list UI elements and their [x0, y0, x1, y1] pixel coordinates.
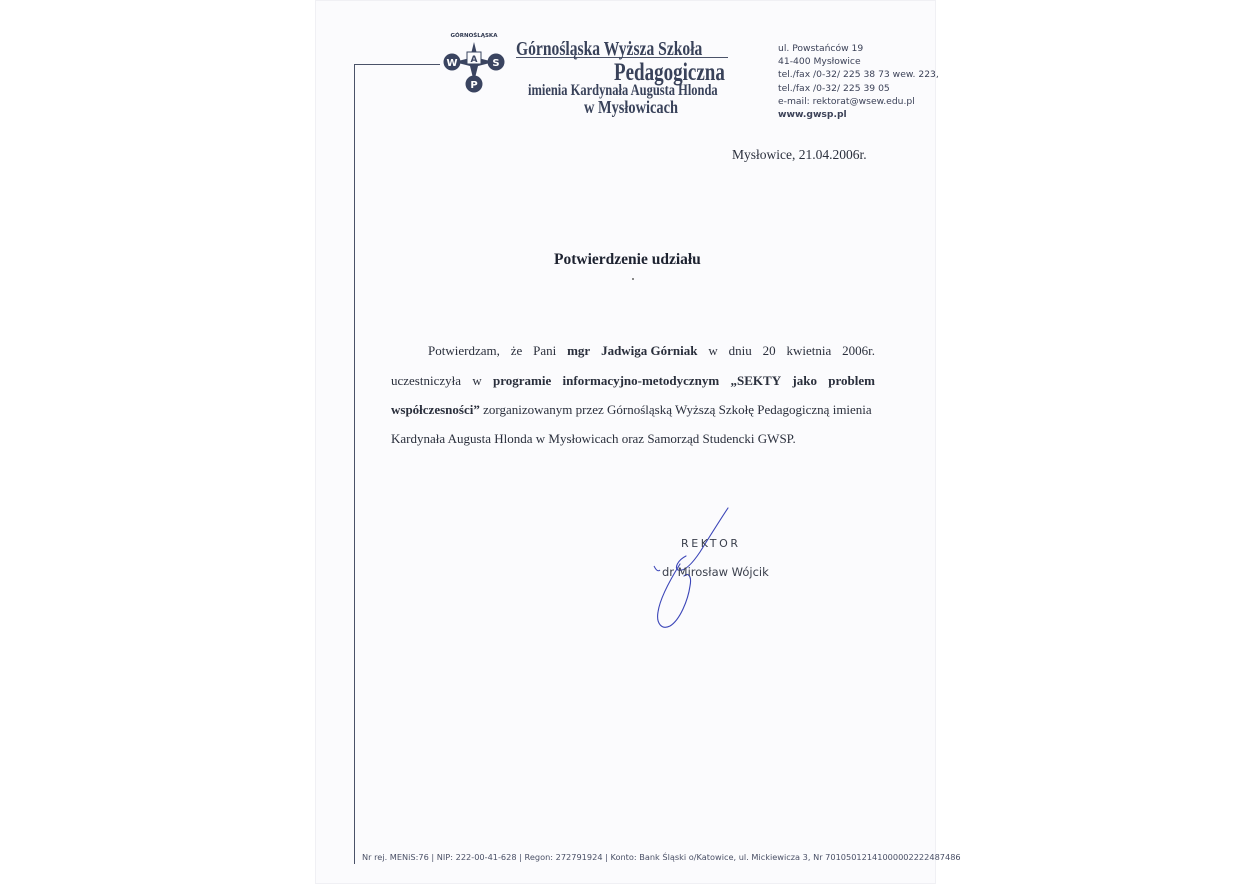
logo-letter-p: P — [470, 80, 478, 91]
signatory-name: dr Mirosław Wójcik — [662, 565, 769, 579]
body-text: zorganizowanym przez Górnośląską Wyższą Szkołę Pedagogiczną imienia — [479, 402, 872, 417]
contact-street: ul. Powstańców 19 — [778, 43, 864, 54]
word: że — [510, 343, 523, 358]
letterhead-name-line4: w Mysłowicach — [584, 97, 678, 117]
body-line-1 — [428, 343, 875, 359]
word: uczestniczyła — [391, 373, 462, 388]
contact-phone1: tel./fax /0-32/ 225 38 73 wew. 223, — [778, 69, 939, 81]
logo-letter-w: W — [446, 58, 458, 69]
word: w — [472, 373, 482, 388]
contact-city: 41-400 Mysłowice — [778, 56, 861, 68]
recipient-title: mgr — [567, 343, 591, 358]
word: w — [708, 343, 718, 358]
program-word: programie — [493, 373, 552, 388]
program-word: problem — [828, 373, 875, 388]
program-word: współczesności” — [391, 402, 480, 417]
margin-rule — [354, 64, 355, 864]
contact-website: www.gwsp.pl — [778, 109, 847, 121]
word: dniu — [728, 343, 752, 358]
body-line-3 — [391, 402, 875, 418]
signatory-role: REKTOR — [681, 537, 741, 550]
word: kwietnia — [786, 343, 832, 358]
logo-letter-s: S — [492, 58, 500, 69]
contact-block — [778, 42, 939, 121]
body-line-2 — [391, 373, 875, 389]
letter-date: Mysłowice, 21.04.2006r. — [732, 147, 867, 162]
document-title: Potwierdzenie udziału — [554, 251, 701, 268]
word: Potwierdzam, — [428, 343, 500, 358]
letterhead-name-line3: imienia Kardynała Augusta Hlonda — [528, 82, 718, 99]
footer-registration: Nr rej. MENiS:76 | NIP: 222-00-41-628 | Regon: 272791924 | Konto: Bank Śląski o/Katowice, ul. Mickiewicza 3, Nr 70105012141000002222487486 — [362, 852, 961, 862]
logo-letter-a: A — [470, 55, 478, 65]
word: 2006r. — [842, 343, 875, 358]
contact-email: e-mail: rektorat@wsew.edu.pl — [778, 95, 915, 107]
letterhead-name-line1: Górnośląska Wyższa Szkoła — [516, 38, 703, 60]
recipient-name: Jadwiga Górniak — [601, 343, 698, 358]
program-word: informacyjno-metodycznym — [562, 373, 720, 388]
stray-dot — [632, 278, 634, 280]
university-logo — [438, 28, 510, 96]
word: Pani — [533, 343, 557, 358]
header-rule-left — [354, 64, 440, 65]
body-line-4: Kardynała Augusta Hlonda w Mysłowicach oraz Samorząd Studencki GWSP. — [391, 431, 796, 446]
word: 20 — [762, 343, 776, 358]
program-word: jako — [792, 373, 817, 388]
logo-text: GÓRNOŚLĄSKA — [450, 33, 498, 39]
program-word: „SEKTY — [730, 373, 782, 388]
letterhead-name-line2: Pedagogiczna — [614, 59, 725, 86]
contact-phone2: tel./fax /0-32/ 225 39 05 — [778, 82, 890, 94]
